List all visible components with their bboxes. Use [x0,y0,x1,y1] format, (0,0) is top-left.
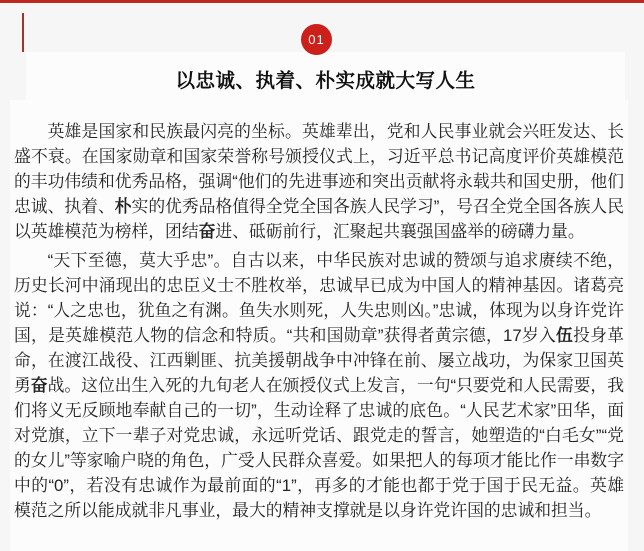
paragraph [14,248,624,523]
left-accent-line [22,13,24,52]
page-title: 以忠诚、执着、朴实成就大写人生 [175,70,476,92]
paragraph [14,119,624,244]
bold-text-segment: 朴 [114,197,132,216]
text-segment: 投身革命，在渡江战役、江西剿匪、抗美援朝战争中冲锋在前、屡立战功，为保家卫国英勇 [14,326,624,395]
bold-text-segment: 伍 [556,326,574,345]
top-accent-bar [0,0,644,3]
text-segment: 英雄是国家和民族最闪亮的坐标。英雄辈出，党和人民事业就会兴旺发达、长盛不衰。在国家勋章和国家荣誉称号颁授仪式上，习近平总书记高度评价英雄模范的丰功伟绩和优秀品格，强调“他们的先进事迹和突出贡献将永载共和国史册，他们忠诚、执着、 [14,122,624,216]
article-card [10,100,628,551]
section-number-badge [301,24,332,55]
text-segment: 实的优秀品格值得全党全国各族人民学习”，号召全党全国各族人民以英雄模范为榜样，团结 [14,197,624,241]
bold-text-segment: 奋 [198,222,216,241]
article-body [10,100,628,523]
title-box [26,52,625,102]
text-segment: “天下至德，莫大乎忠”。自古以来，中华民族对忠诚的赞颂与追求赓续不绝，历史长河中涌现出的忠臣义士不胜枚举，忠诚早已成为中国人的精神基因。诸葛亮说：“人之忠也，犹鱼之有渊。鱼失水则死，人失忠则凶。”忠诚，体现为以身许党许国，是英雄模范人物的信念和特质。“共和国勋章”获得者黄宗德，17岁入 [14,251,624,345]
text-segment: 进、砥砺前行，汇聚起共襄强国盛举的磅礴力量。 [215,222,585,241]
bold-text-segment: 奋 [30,376,48,395]
text-segment: 战。这位出生入死的九旬老人在颁授仪式上发言，一句“只要党和人民需要，我们将义无反顾地奉献自己的一切”，生动诠释了忠诚的底色。“人民艺术家”田华，面对党旗，立下一辈子对党忠诚，永远听党话、跟党走的誓言，她塑造的“白毛女”“党的女儿”等家喻户晓的角色，广受人民群众喜爱。如果把人的每项才能比作一串数字中的“0”，若没有忠诚作为最前面的“1”，再多的才能也都于党于国于民无益。英雄模范之所以能成就非凡事业，最大的精神支撑就是以身许党许国的忠诚和担当。 [14,376,624,520]
section-number-label: 01 [308,32,325,47]
